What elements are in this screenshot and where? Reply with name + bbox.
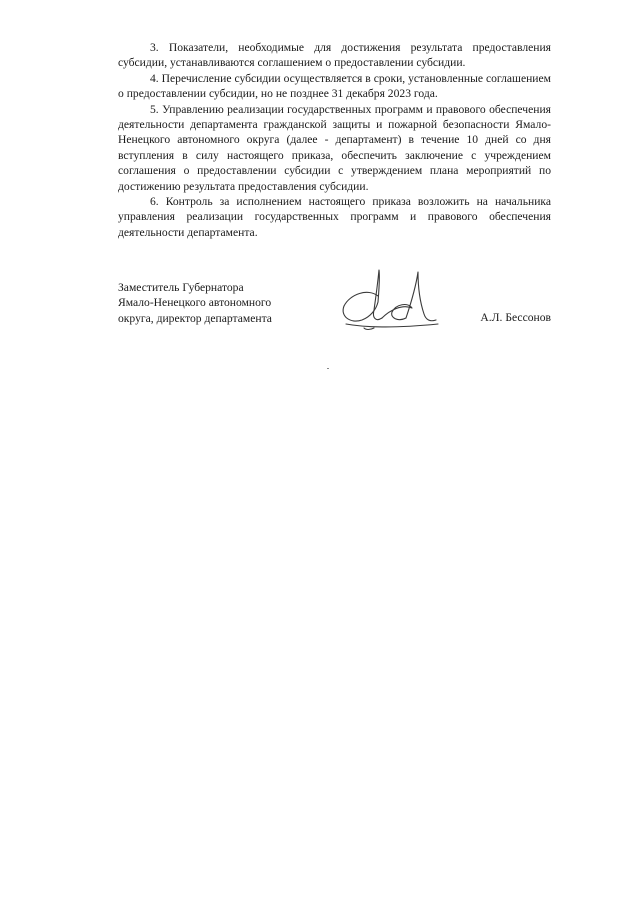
paragraph-3: 3. Показатели, необходимые для достижения результата предоставления субсидии, устанавливаются соглашением о предоставлении субсидии. <box>118 41 551 70</box>
document-body <box>118 40 551 240</box>
signer-title <box>118 280 318 326</box>
scan-artifact <box>327 368 329 369</box>
paragraph-4: 4. Перечисление субсидии осуществляется в сроки, установленные соглашением о предоставлении субсидии, но не позднее 31 декабря 2023 года. <box>118 71 551 101</box>
paragraph-6: 6. Контроль за исполнением настоящего приказа возложить на начальника управления реализации государственных программ и правового обеспечения деятельности департамента. <box>118 195 551 239</box>
signer-title-line-3: округа, директор департамента <box>118 311 272 325</box>
paragraph-5: 5. Управлению реализации государственных программ и правового обеспечения деятельности департамента гражданской защиты и пожарной безопасности Ямало-Ненецкого автономного округа (далее - департамент) в течение 10 дней со дня вступления в силу настоящего приказа, обеспечить заключение с учреждением соглашения о предоставлении субсидии с утверждением плана мероприятий по достижению результата предоставления субсидии. <box>118 102 551 193</box>
signer-title-line-2: Ямало-Ненецкого автономного <box>118 296 272 310</box>
signature-block <box>118 266 551 336</box>
signer-title-line-1: Заместитель Губернатора <box>118 281 244 294</box>
handwritten-signature-icon <box>338 266 444 334</box>
signer-name: А.Л. Бессонов <box>480 311 551 324</box>
